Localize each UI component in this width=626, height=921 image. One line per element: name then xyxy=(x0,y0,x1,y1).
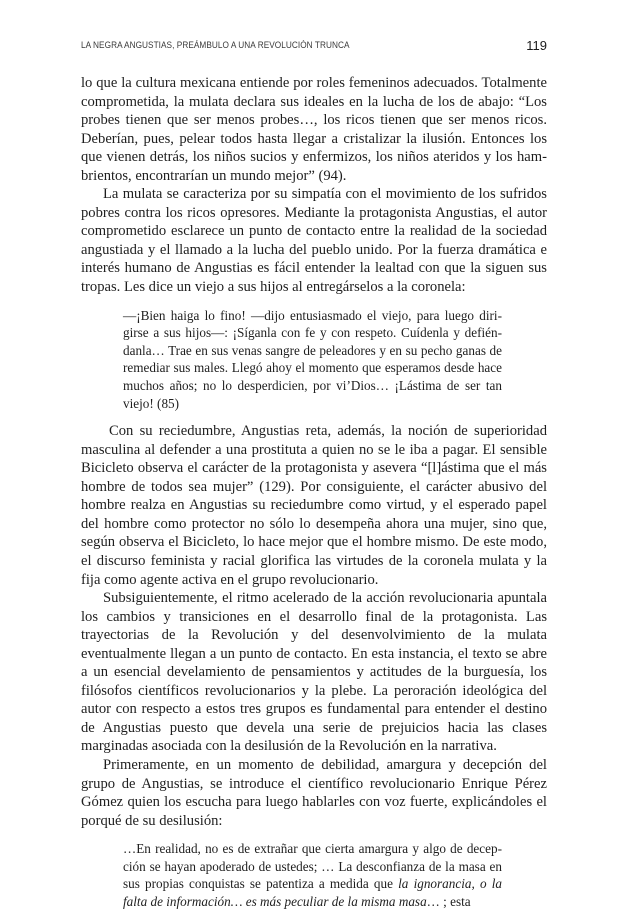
page-number: 119 xyxy=(526,38,547,53)
quote-text: …En realidad, no es de extrañar que cierta amargura y algo de decepción se hayan apoderado de ustedes; … La desconfianza de la masa en sus propias conquistas se patentiza a medida que xyxy=(123,841,502,892)
quote-text: … ; esta xyxy=(426,893,471,909)
paragraph: Con su reciedumbre, Angustias reta, además, la noción de superioridad masculina al defender a una prostituta a quien no se le iba a pagar. El sensible Bicicleto observa el carácter de la protagonista y asevera “[l]ástima que el más hombre de todos sea mujer” (129). Por consiguiente, el carácter abusivo del hombre realza en Angustias su reciedumbre como virtud, y el esperado papel del hombre como protector no sólo lo desempeña ahora una mujer, sino que, según observa el Bicicleto, lo hace mejor que el hombre mismo. De este modo, el discurso feminista y racial glorifica las virtudes de la coronela mulata y la fija como agente activa en el grupo revolucionario. xyxy=(81,423,547,588)
paragraph: La mulata se caracteriza por su simpatía con el movimiento de los sufridos pobres contra los ricos opresores. Mediante la protagonista Angustias, el autor comprometido esclarece un punto de contacto entre la realidad de la sociedad angustiada y el llamado a la lucha del pueblo unido. Por la fuerza dramática e interés humano de Angustias es fácil entender la lealtad con que la siguen sus tropas. Les dice un viejo a sus hijos al entregárselos a la coronela: xyxy=(81,186,547,296)
paragraph: Subsiguientemente, el ritmo acelerado de la acción revolucionaria apuntala los cambios y transiciones en el desarrollo final de la protagonista. Las trayectorias de la Revolución y del desenvolvimiento de la mulata eventualmente llegan a un punto de contacto. En esta instancia, el texto se abre a un esencial develamiento de pensamientos y actitudes de la burguesía, los filósofos científicos revolucionarios y la plebe. La peroración ideológica del autor con respecto a estos tres grupos es fundamental para entender el destino de Angustias puesto que devela una serie de prejuicios hacia las clases marginadas asociada con la desilusión de la Revolución en la narrativa. xyxy=(81,590,547,755)
block-quote xyxy=(123,840,502,910)
block-quote: —¡Bien haiga lo fino! —dijo entusiasmado el viejo, para luego dirigirse a sus hijos—: ¡Síganla con fe y con respeto. Cuídenla y defiéndanla… Trae en sus venas sangre de peleadores y en su pecho ganas de remediar sus males. Llegó ahoy el momento que esperamos desde hace muchos años; no lo desperdicien, por vi’Dios… ¡Lástima de ser tan viejo! (85) xyxy=(123,307,502,411)
running-header: LA NEGRA ANGUSTIAS, PREÁMBULO A UNA REVOLUCIÓN TRUNCA xyxy=(81,40,350,51)
page-body xyxy=(81,74,547,921)
paragraph: Primeramente, en un momento de debilidad, amargura y decepción del grupo de Angustias, se introduce el científico revolucionario Enrique Pérez Gómez quien los escucha para luego hablarles con voz fuerte, explicándoles el porqué de su desilusión: xyxy=(81,756,547,829)
quote-italic-text: la ignorancia, o la falta de información… es más peculiar de la misma masa xyxy=(123,876,502,909)
paragraph: lo que la cultura mexicana entiende por roles femeninos adecuados. Totalmente comprometida, la mulata declara sus ideales en la lucha de los de abajo: “Los probes tienen que ser menos probes…, los ricos tienen que ser menos ricos. Deberían, pues, pelear todos hasta llegar a cristalizar la ilusión. Entonces los que vienen detrás, los niños sucios y enfermizos, los niños ateridos y los hambrientos, encontrarían un mundo mejor” (94). xyxy=(81,75,547,184)
